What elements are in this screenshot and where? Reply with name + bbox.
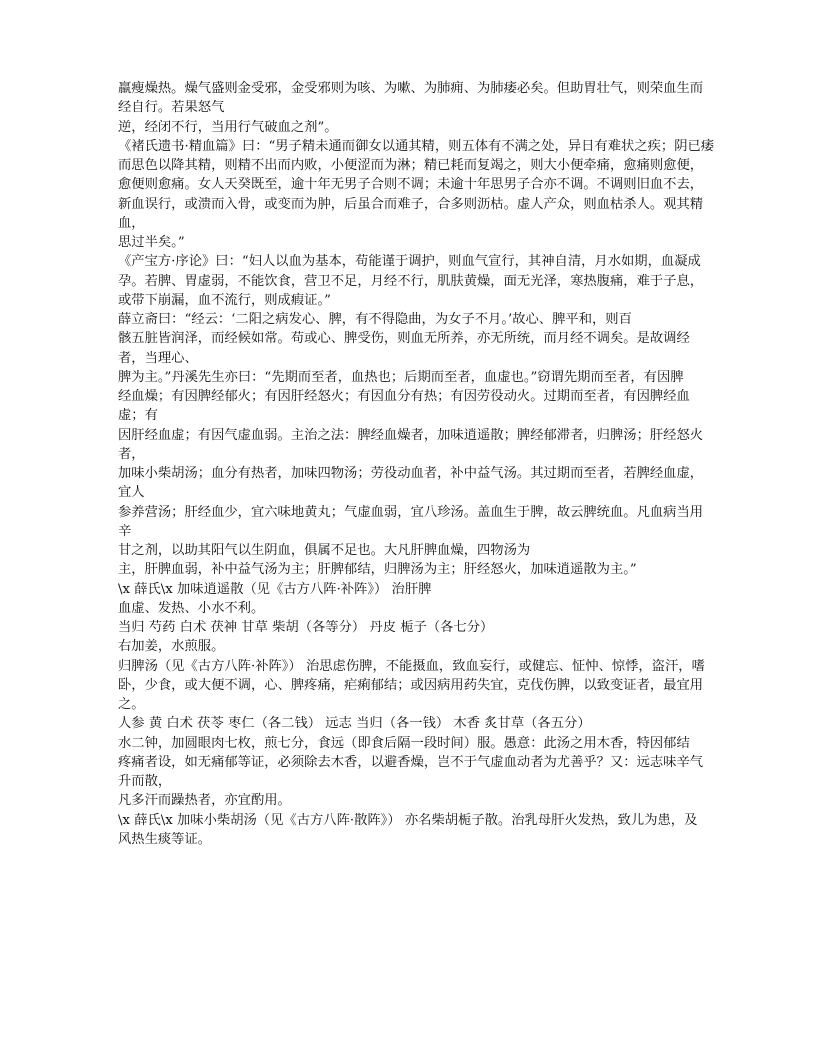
text-line: 右加姜，水煎服。 xyxy=(118,639,225,655)
text-line: 归脾汤（见《古方八阵·补阵》） 治思虑伤脾，不能摄血，致血妄行，或健忘、怔忡、惊悸，盗汗，嗜 xyxy=(118,658,705,674)
text-line: 《产宝方·序论》曰：“妇人以血为基本，苟能谨于调护，则血气宣行，其神自清，月水如期，血凝成孕。若脾、胃虚弱，不能饮食，营卫不足，月经不行，肌肤黄燥，面无光泽，寒热腹痛，难于子息， xyxy=(118,254,704,289)
text-line: 加味小柴胡汤；血分有热者，加味四物汤；劳役动血者，补中益气汤。其过期而至者，若脾经血虚，宜人 xyxy=(118,466,704,501)
text-line: 薛立斋曰：“经云：‘二阳之病发心、脾，有不得隐曲，为女子不月。’故心、脾平和，则百 xyxy=(118,312,632,327)
text-line: 脾为主。”丹溪先生亦曰：“先期而至者，血热也；后期而至者，血虚也。”窃谓先期而至者，有因脾 xyxy=(118,369,684,385)
text-line: 主，肝脾血弱，补中益气汤为主；肝脾郁结，归脾汤为主；肝经怒火，加味逍遥散为主。” xyxy=(118,562,637,578)
text-line: 风热生痰等证。 xyxy=(118,831,212,847)
text-line: 逆，经闭不行，当用行气破血之剂”。 xyxy=(118,119,338,135)
text-line: 人参 黄 白术 茯苓 枣仁（各二钱） 远志 当归（各一钱） 木香 炙甘草（各五分） xyxy=(118,716,591,732)
text-line: 甘之剂，以助其阳气以生阴血，俱属不足也。大凡肝脾血燥，四物汤为 xyxy=(118,543,531,558)
text-line: 水二钟，加圆眼肉七枚，煎七分，食远（即食后隔一段时间）服。愚意：此汤之用木香，特因郁结 xyxy=(118,735,690,751)
text-line: 卧，少食，或大便不调，心、脾疼痛，疟痢郁结；或因病用药失宜，克伐伤脾，以致变证者，最宜用之。 xyxy=(118,677,704,712)
text-line: 当归 芍药 白术 茯神 甘草 柴胡（各等分） 丹皮 栀子（各七分） xyxy=(118,620,494,635)
text-line: \x 薛氏\x 加味小柴胡汤（见《古方八阵·散阵》） 亦名柴胡栀子散。治乳母肝火发热，致儿为患，及 xyxy=(118,812,698,828)
text-line: 疼痛者设，如无痛郁等证，必须除去木香，以避香燥，岂不于气虚血动者为尤善乎？又：远志味辛气升而散， xyxy=(118,754,704,789)
text-line: 或带下崩漏，血不流行，则成瘕证。” xyxy=(118,292,331,308)
text-line: 羸瘦燥热。燥气盛则金受邪，金受邪则为咳、为嗽、为肺痈、为肺痿必矣。但助胃壮气，则荣血生而经自行。若果怒气 xyxy=(118,81,704,116)
text-line: 凡多汗而躁热者，亦宜酌用。 xyxy=(118,793,291,809)
text-line: 因肝经血虚；有因气虚血弱。主治之法：脾经血燥者，加味逍遥散；脾经郁滞者，归脾汤；肝经怒火者， xyxy=(118,427,704,462)
text-line: 愈便则愈痛。女人天癸既至，逾十年无男子合则不调；未逾十年思男子合亦不调。不调则旧血不去， xyxy=(118,177,704,193)
text-line: 参养营汤；肝经血少，宜六味地黄丸；气虚血弱，宜八珍汤。盖血生于脾，故云脾统血。凡血病当用辛 xyxy=(118,504,704,539)
text-line: 经血燥；有因脾经郁火；有因肝经怒火；有因血分有热；有因劳役动火。过期而至者，有因脾经血虚；有 xyxy=(118,389,690,424)
text-line: 新血误行，或溃而入骨，或变而为肿，后虽合而难子，合多则沥枯。虚人产众，则血枯杀人。观其精血， xyxy=(118,196,704,231)
text-line: \x 薛氏\x 加味逍遥散（见《古方八阵·补阵》） 治肝脾 xyxy=(118,581,432,597)
text-line: 血虚、发热、小水不利。 xyxy=(118,600,265,616)
text-line: 《褚氏遗书·精血篇》曰：“男子精未通而御女以通其精，则五体有不满之处，异日有难状之疾；阴已痿而思色以降其精，则精不出而内败，小便涩而为淋；精已耗而复竭之，则大小便牵痛，愈痛则愈便， xyxy=(118,138,715,173)
text-line: 骸五脏皆润泽，而经候如常。苟或心、脾受伤，则血无所养，亦无所统，而月经不调矣。是故调经者，当理心、 xyxy=(118,331,690,366)
text-line: 思过半矣。” xyxy=(118,235,185,250)
